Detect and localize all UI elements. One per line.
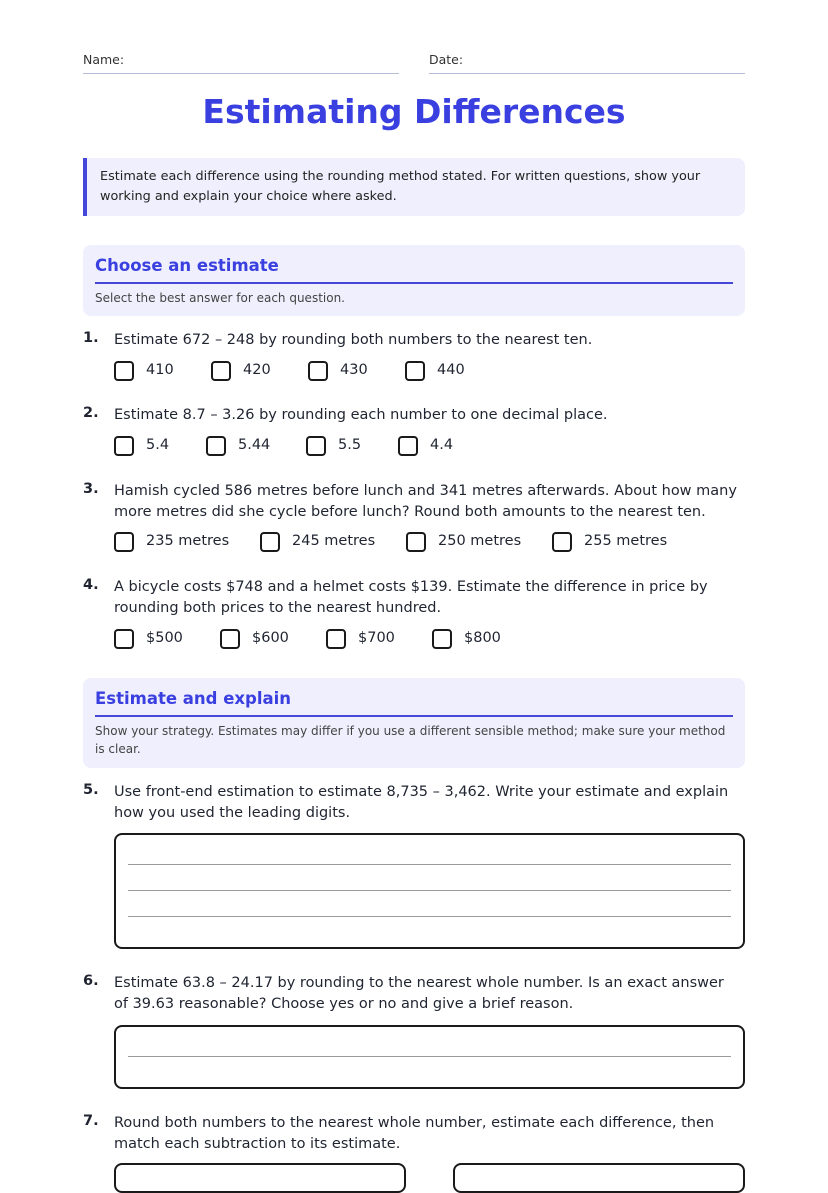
question-text: Round both numbers to the nearest whole number, estimate each difference, then match each subtraction to its estimate. [114, 1115, 715, 1152]
checkbox[interactable] [326, 629, 346, 649]
option-label: 245 metres [292, 533, 376, 549]
section-title: Estimate and explain [95, 688, 733, 717]
question-text: Use front-end estimation to estimate 8,735 – 3,462. Write your estimate and explain how you used the leading digits. [114, 784, 729, 821]
option-label: 250 metres [438, 533, 522, 549]
question-text: Estimate 672 – 248 by rounding both numbers to the nearest ten. [114, 332, 593, 348]
instructions-callout: Estimate each difference using the rounding method stated. For written questions, show your working and explain your choice where asked. [83, 158, 745, 216]
writing-line [128, 864, 731, 865]
checkbox[interactable] [206, 436, 226, 456]
option-label: 410 [146, 362, 174, 378]
date-field[interactable] [429, 52, 745, 74]
section-title: Choose an estimate [95, 255, 733, 284]
question-text: Estimate 8.7 – 3.26 by rounding each number to one decimal place. [114, 407, 608, 423]
checkbox[interactable] [220, 629, 240, 649]
match-box-right[interactable] [453, 1163, 745, 1193]
checkbox[interactable] [260, 532, 280, 552]
checkbox[interactable] [308, 361, 328, 381]
question-text: A bicycle costs $748 and a helmet costs $139. Estimate the difference in price by rounding both prices to the nearest hundred. [114, 579, 708, 616]
checkbox[interactable] [432, 629, 452, 649]
checkbox[interactable] [552, 532, 572, 552]
name-field[interactable] [83, 52, 399, 74]
question-number: 7. [83, 1113, 99, 1129]
option-label: 5.44 [238, 437, 271, 453]
checkbox[interactable] [211, 361, 231, 381]
writing-line [128, 1056, 731, 1057]
option-label: $600 [252, 630, 289, 646]
option-label: $700 [358, 630, 395, 646]
answer-box[interactable] [114, 833, 745, 949]
option-label: 4.4 [430, 437, 454, 453]
section-estimate-explain [83, 678, 745, 768]
writing-line [128, 916, 731, 917]
checkbox[interactable] [306, 436, 326, 456]
question-text: Hamish cycled 586 metres before lunch and 341 metres afterwards. About how many more metres did she cycle before lunch? Round both amounts to the nearest ten. [114, 483, 737, 520]
question-number: 3. [83, 481, 99, 497]
page-title: Estimating Differences [202, 92, 626, 131]
name-label: Name: [83, 52, 125, 67]
option-label: $500 [146, 630, 183, 646]
checkbox[interactable] [114, 532, 134, 552]
writing-line [128, 890, 731, 891]
date-label: Date: [429, 52, 464, 67]
question-number: 5. [83, 782, 99, 798]
option-label: 5.4 [146, 437, 170, 453]
section-subtitle: Show your strategy. Estimates may differ if you use a different sensible method; make sure your method is clear. [95, 724, 726, 756]
checkbox[interactable] [114, 629, 134, 649]
checkbox[interactable] [114, 361, 134, 381]
checkbox[interactable] [406, 532, 426, 552]
checkbox[interactable] [405, 361, 425, 381]
option-label: 440 [437, 362, 465, 378]
question-number: 1. [83, 330, 99, 346]
section-choose-estimate [83, 245, 745, 316]
checkbox[interactable] [398, 436, 418, 456]
question-text: Estimate 63.8 – 24.17 by rounding to the nearest whole number. Is an exact answer of 39.63 reasonable? Choose yes or no and give a brief reason. [114, 975, 724, 1012]
option-label: 420 [243, 362, 271, 378]
checkbox[interactable] [114, 436, 134, 456]
option-label: 5.5 [338, 437, 362, 453]
question-number: 4. [83, 577, 99, 593]
option-label: 255 metres [584, 533, 668, 549]
option-label: 430 [340, 362, 368, 378]
question-number: 2. [83, 405, 99, 421]
section-subtitle: Select the best answer for each question. [95, 291, 345, 305]
question-number: 6. [83, 973, 99, 989]
match-box-left[interactable] [114, 1163, 406, 1193]
option-label: $800 [464, 630, 501, 646]
answer-box[interactable] [114, 1025, 745, 1089]
option-label: 235 metres [146, 533, 230, 549]
student-header [83, 52, 745, 74]
